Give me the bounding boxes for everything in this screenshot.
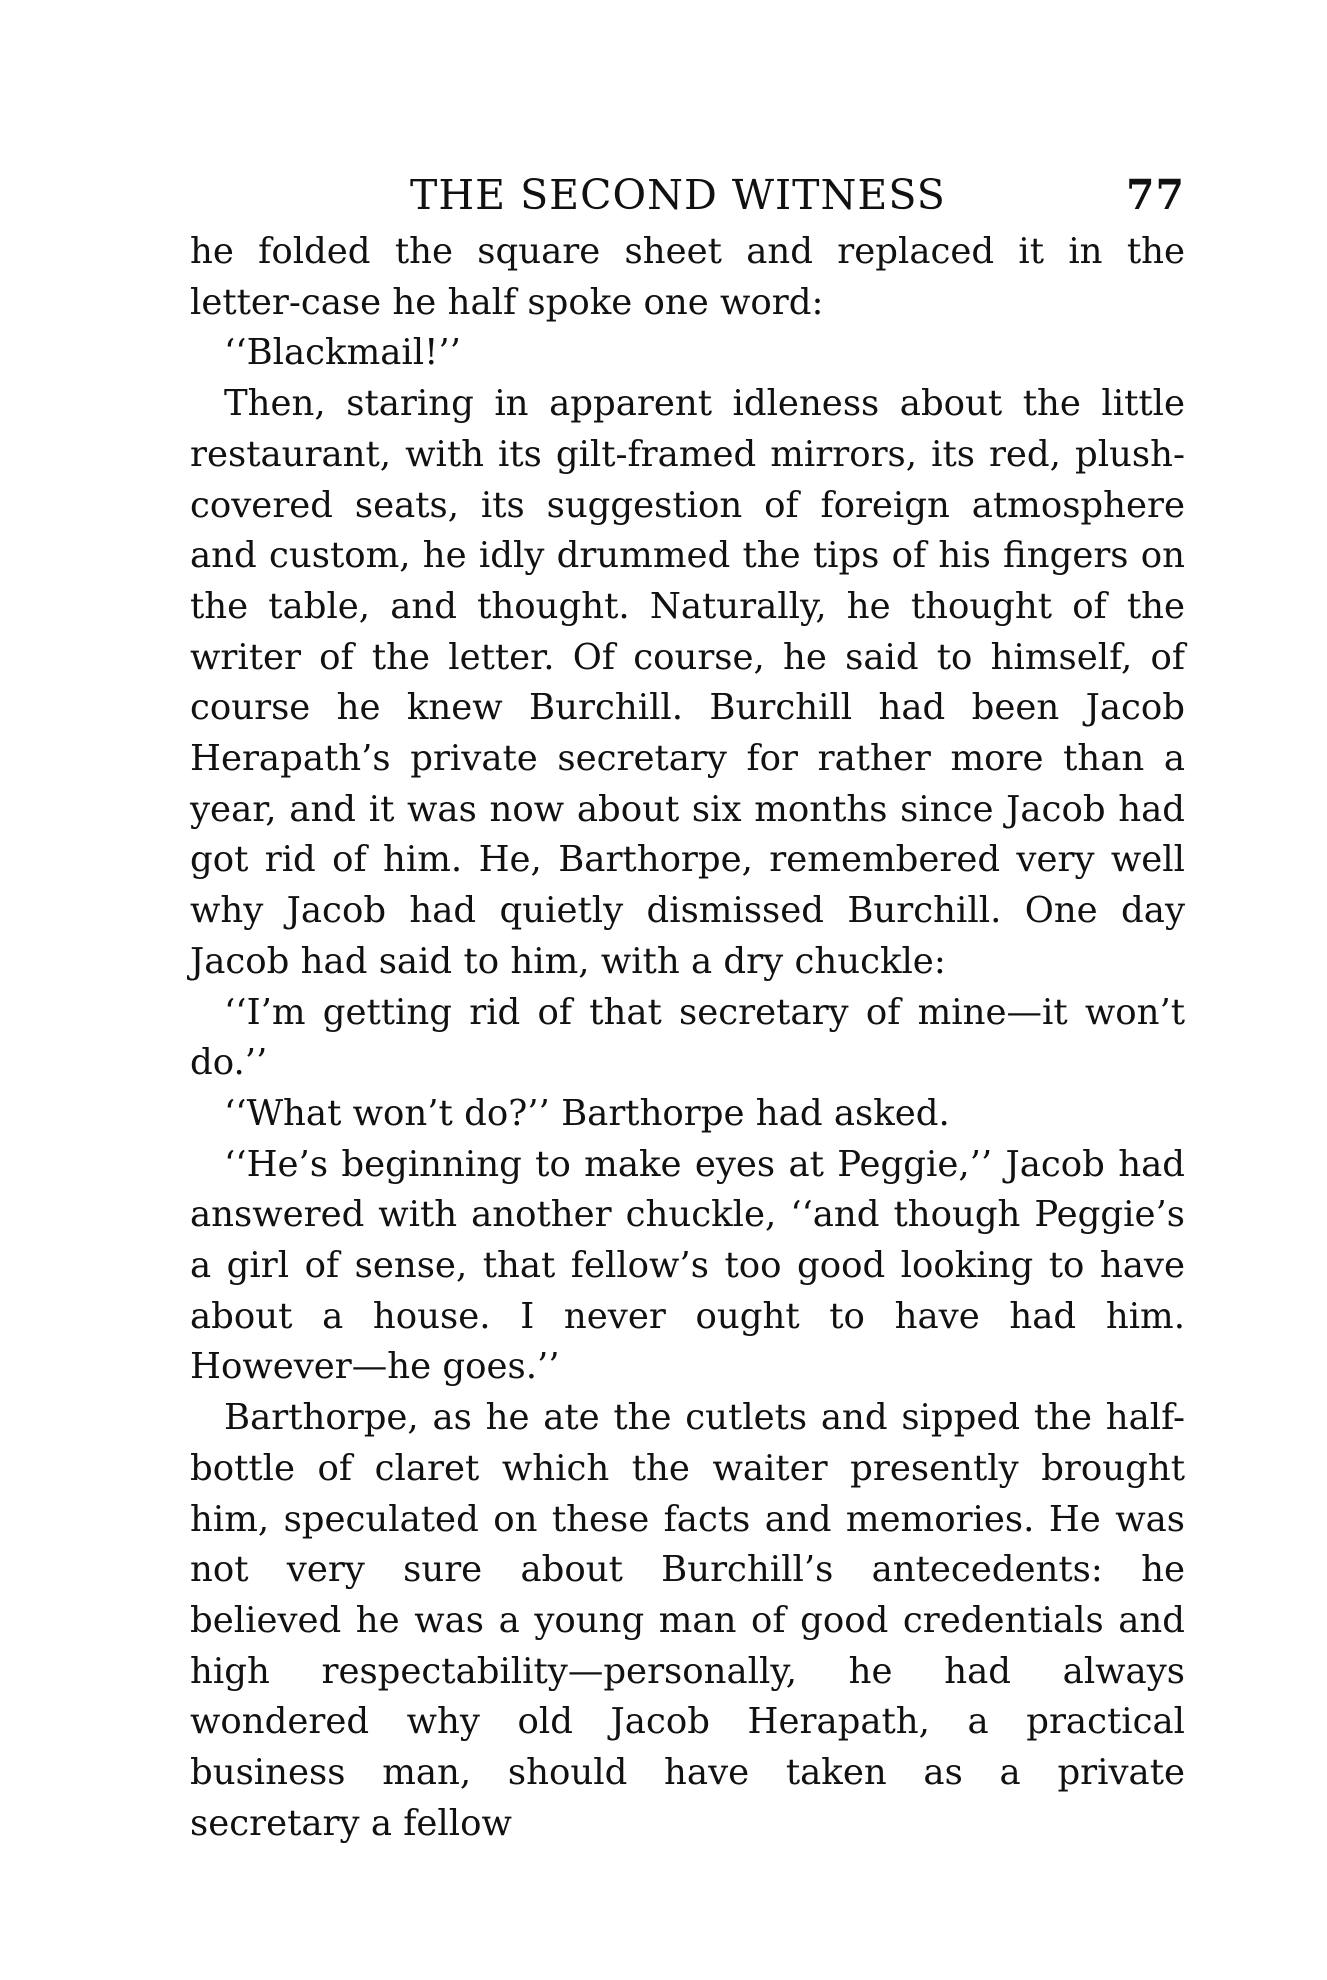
paragraph: ‘‘Blackmail!’’ bbox=[224, 332, 461, 374]
running-title: THE SECOND WITNESS bbox=[410, 171, 946, 219]
body-text bbox=[190, 227, 1185, 1850]
paragraph: Then, staring in apparent idleness about the little restaurant, with its gilt-framed mirrors, its red, plush-covered seats, its suggestion of foreign atmosphere and custom, he idly drummed the tips of his fingers on the table, and thought. Naturally, he thought of the writer of the letter. Of course, he said to himself, of course he knew Burchill. Burchill had been Jacob Herapath’s private secretary for rather more than a year, and it was now about six months since Jacob had got rid of him. He, Barthorpe, remembered very well why Jacob had quietly dismissed Burchill. One day Jacob had said to him, with a dry chuckle: bbox=[190, 383, 1185, 982]
paragraph: ‘‘What won’t do?’’ Barthorpe had asked. bbox=[224, 1092, 950, 1134]
paragraph: ‘‘I’m getting rid of that secretary of mine—it won’t do.’’ bbox=[190, 991, 1185, 1084]
paragraph: he folded the square sheet and replaced it in the letter-case he half spoke one word: bbox=[190, 231, 1185, 323]
paragraph: ‘‘He’s beginning to make eyes at Peggie,’’ Jacob had answered with another chuckle, ‘‘and though Peggie’s a girl of sense, that fellow’s too good looking to have about a house. I never ought to have had him. However—he goes.’’ bbox=[190, 1143, 1185, 1388]
page-number: 77 bbox=[1125, 171, 1185, 219]
running-header bbox=[190, 165, 1185, 225]
paragraph: Barthorpe, as he ate the cutlets and sipped the half-bottle of claret which the waiter presently brought him, speculated on these facts and memories. He was not very sure about Burchill’s antecedents: he believed he was a young man of good credentials and high respectability—personally, he had always wondered why old Jacob Herapath, a practical business man, should have taken as a private secretary a fellow bbox=[190, 1397, 1185, 1844]
book-page bbox=[190, 165, 1185, 1850]
